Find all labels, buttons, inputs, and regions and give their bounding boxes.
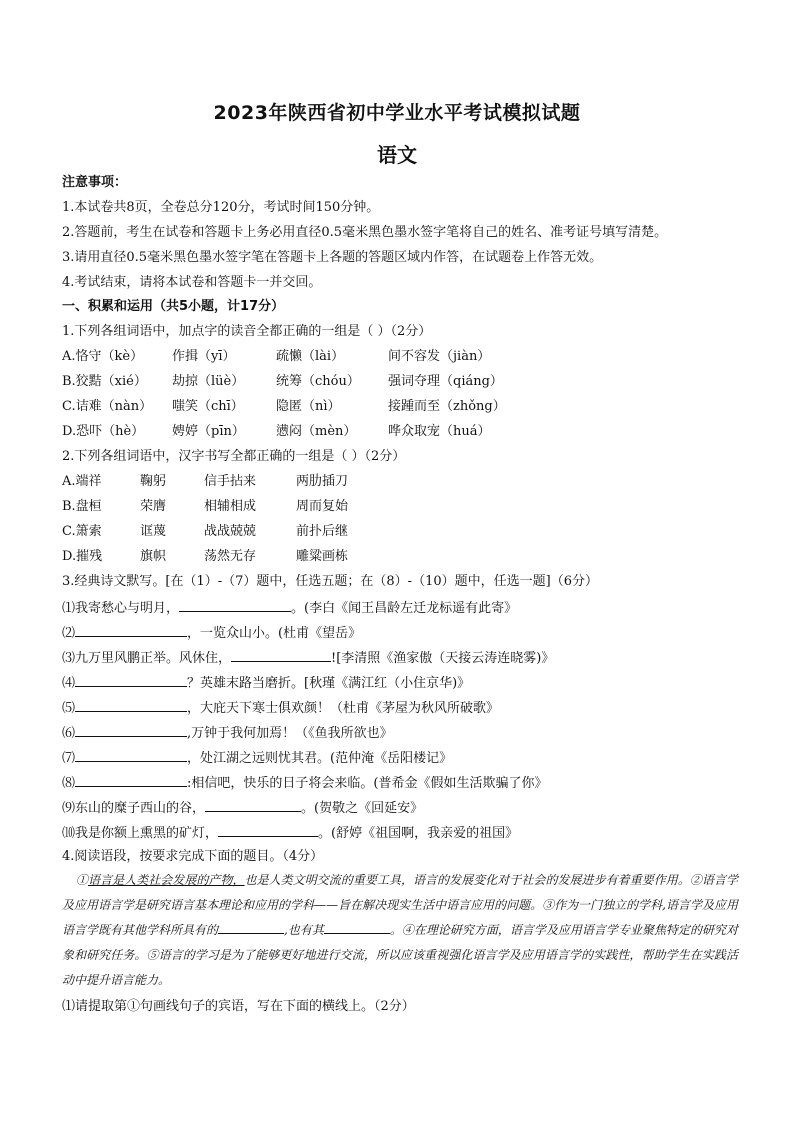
passage-text: 也是人类文明交流的重要工具，语言的发展变化对于社会的发展进步有着重要作用。②语言学及应用语言学是研究语言基本理论和应用的学科——旨在解决现实生活中语言应用的问题。③作为一门独立的学科,语言学及应用语言学既有其他学科所具有的	[62, 873, 738, 937]
dictation-prompt: ⑼东山的糜子西山的谷，	[62, 801, 206, 816]
option-text: B.盘桓	[62, 499, 102, 514]
option-text: 娉婷（pīn）	[172, 424, 245, 439]
dictation-prompt: ⑹	[62, 726, 76, 741]
dictation-source: ？英雄末路当磨折。[秋瑾《满江红（小住京华)》	[187, 676, 471, 691]
dictation-source: 。(贺敬之《回延安》	[301, 801, 424, 816]
dictation-item	[62, 698, 499, 718]
question-4-sub-1: ⑴请提取第①句画线句子的宾语，写在下面的横线上。（2分）	[62, 999, 415, 1014]
dictation-prompt: ⑶九万里风鹏正举。风休住，	[62, 651, 232, 666]
option-text: 雕粱画栋	[296, 549, 349, 564]
option-text: 相辅相成	[204, 499, 257, 514]
answer-blank[interactable]	[179, 598, 291, 612]
notice-item: 4.考试结束，请将本试卷和答题卡一并交回。	[62, 275, 322, 290]
dictation-source: ，处江湖之远则忧其君。(范仲淹《岳阳楼记》	[187, 751, 453, 766]
notice-item: 3.请用直径0.5毫米黑色墨水签字笔在答题卡上各题的答题区域内作答，在试题卷上作答无效。	[62, 250, 603, 265]
answer-blank[interactable]	[75, 623, 187, 637]
option-text: B.狡黠（xié）	[62, 374, 147, 389]
option-text: 强词夺理（qiáng）	[388, 374, 503, 389]
option-text: 接踵而至（zhǒng）	[388, 399, 506, 414]
option-text: 前扑后继	[296, 524, 349, 539]
answer-blank[interactable]	[75, 723, 187, 737]
dictation-prompt: ⑽我是你额上熏黑的矿灯，	[62, 826, 219, 841]
dictation-item	[62, 623, 361, 643]
answer-blank[interactable]	[75, 773, 187, 787]
option-text: 嗤笑（chī）	[172, 399, 244, 414]
dictation-source: ，大庇天下寒士俱欢颜！（杜甫《茅屋为秋风所破歌》	[187, 701, 500, 716]
option-text: 劫掠（lüè）	[172, 374, 245, 389]
dictation-item	[62, 823, 518, 843]
option-text: 统筹（chóu）	[276, 374, 360, 389]
reading-passage	[62, 868, 738, 993]
dictation-item	[62, 798, 423, 818]
answer-blank[interactable]	[75, 673, 187, 687]
dictation-item	[62, 773, 547, 793]
passage-number: ①	[76, 873, 89, 887]
notice-heading: 注意事项：	[62, 175, 128, 190]
option-text: 诓蔑	[140, 524, 167, 539]
notice-item: 1.本试卷共8页，全卷总分120分，考试时间150分钟。	[62, 200, 380, 215]
option-text: 隐匿（nì）	[276, 399, 341, 414]
passage-text: 。④在理论研究方面，语言学及应用语言学专业聚焦特定的研究对象和研究任务。⑤语言的学习是为了能够更好地进行交流，所以应该重视强化语言学及应用语言学的实践性，帮助学生在实践活动中提升语言能力。	[62, 923, 738, 987]
option-text: 荣膺	[140, 499, 167, 514]
answer-blank[interactable]	[75, 748, 187, 762]
dictation-item	[62, 648, 554, 668]
dictation-prompt: ⑴我寄愁心与明月，	[62, 601, 180, 616]
question-1-stem: 1.下列各组词语中，加点字的读音全都正确的一组是（ ）（2分）	[62, 324, 432, 339]
answer-blank[interactable]	[324, 921, 390, 934]
option-text: A.端祥	[62, 474, 102, 489]
option-text: 作揖（yī）	[172, 349, 236, 364]
option-text: 两肋插刀	[296, 474, 349, 489]
dictation-source: 。(李白《闻王昌龄左迁龙标遥有此寄》	[291, 601, 518, 616]
option-text: 旗帜	[140, 549, 167, 564]
subject-title: 语文	[377, 143, 417, 167]
answer-blank[interactable]	[218, 921, 284, 934]
dictation-prompt: ⑺	[62, 751, 76, 766]
dictation-prompt: ⑷	[62, 676, 76, 691]
option-text: C.诘难（nàn）	[62, 399, 153, 414]
dictation-prompt: ⑸	[62, 701, 76, 716]
dictation-source: ,万钟于我何加焉！（《鱼我所欲也》	[187, 726, 393, 741]
option-text: 间不容发（jiàn）	[388, 349, 491, 364]
passage-text: ,也有其	[284, 923, 324, 937]
section-heading: 一、积累和运用（共5小题，计17分）	[62, 299, 285, 314]
dictation-source: :相信吧，快乐的日子将会来临。(普希金《假如生活欺骗了你》	[187, 776, 548, 791]
answer-blank[interactable]	[231, 648, 331, 662]
option-text: D.摧残	[62, 549, 103, 564]
option-text: 鞠躬	[140, 474, 167, 489]
option-text: 荡然无存	[204, 549, 257, 564]
dictation-source: ![李清照《渔家傲（天接云涛连晓雾)》	[331, 651, 555, 666]
answer-blank[interactable]	[205, 798, 301, 812]
notice-item: 2.答题前，考生在试卷和答题卡上务必用直径0.5毫米黑色墨水签字笔将自己的姓名、准考证号填写清楚。	[62, 225, 668, 240]
option-text: 战战兢兢	[204, 524, 257, 539]
exam-title: 2023年陕西省初中学业水平考试模拟试题	[213, 102, 581, 124]
dictation-source: 。(舒婷《祖国啊，我亲爱的祖国》	[318, 826, 519, 841]
option-text: 信手拈来	[204, 474, 257, 489]
question-3-stem: 3.经典诗文默写。[在（1）-（7）题中，任选五题；在（8）-（10）题中，任选一题]（6分）	[62, 574, 598, 589]
question-4-stem: 4.阅读语段，按要求完成下面的题目。（4分）	[62, 849, 324, 864]
dictation-prompt: ⑵	[62, 626, 76, 641]
answer-blank[interactable]	[75, 698, 187, 712]
underlined-sentence: 语言是人类社会发展的产物，	[88, 873, 245, 887]
dictation-item	[62, 723, 393, 743]
dictation-item	[62, 598, 517, 618]
answer-blank[interactable]	[218, 823, 318, 837]
dictation-item	[62, 748, 452, 768]
option-text: 懑闷（mèn）	[276, 424, 357, 439]
dictation-prompt: ⑻	[62, 776, 76, 791]
dictation-item	[62, 673, 470, 693]
option-text: 周而复始	[296, 499, 349, 514]
question-2-stem: 2.下列各组词语中，汉字书写全都正确的一组是（ ）（2分）	[62, 449, 406, 464]
option-text: 哗众取宠（huá）	[388, 424, 491, 439]
option-text: 疏懒（lài）	[276, 349, 345, 364]
option-text: A.恪守（kè）	[62, 349, 144, 364]
option-text: D.恐吓（hè）	[62, 424, 145, 439]
option-text: C.箫索	[62, 524, 102, 539]
dictation-source: ，一览众山小。(杜甫《望岳》	[187, 626, 362, 641]
